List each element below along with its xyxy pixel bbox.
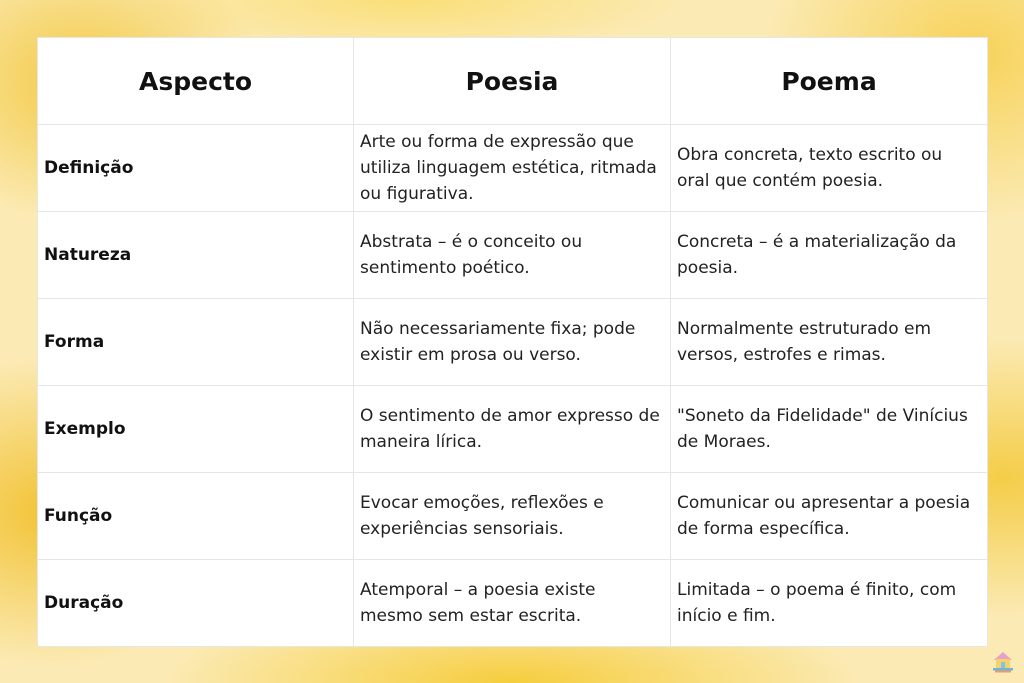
aspect-cell: Duração [38, 560, 354, 647]
aspect-cell: Função [38, 473, 354, 560]
table-row [38, 386, 988, 473]
table-row [38, 560, 988, 647]
poesia-cell: Evocar emoções, reflexões e experiências sensoriais. [354, 473, 671, 560]
aspect-cell: Forma [38, 299, 354, 386]
aspect-cell: Definição [38, 125, 354, 212]
poesia-cell: Arte ou forma de expressão que utiliza linguagem estética, ritmada ou figurativa. [354, 125, 671, 212]
header-poema: Poema [671, 38, 988, 125]
header-poesia: Poesia [354, 38, 671, 125]
poema-cell: Concreta – é a materialização da poesia. [671, 212, 988, 299]
poesia-cell: O sentimento de amor expresso de maneira lírica. [354, 386, 671, 473]
book-house-logo-icon [990, 648, 1016, 674]
poema-cell: Limitada – o poema é finito, com início e fim. [671, 560, 988, 647]
table-row [38, 473, 988, 560]
poema-cell: Normalmente estruturado em versos, estrofes e rimas. [671, 299, 988, 386]
aspect-cell: Natureza [38, 212, 354, 299]
poema-cell: "Soneto da Fidelidade" de Vinícius de Moraes. [671, 386, 988, 473]
table-row [38, 299, 988, 386]
table-row [38, 125, 988, 212]
poesia-cell: Não necessariamente fixa; pode existir em prosa ou verso. [354, 299, 671, 386]
poema-cell: Comunicar ou apresentar a poesia de forma específica. [671, 473, 988, 560]
table-header-row [38, 38, 988, 125]
comparison-table [37, 37, 988, 647]
poesia-cell: Atemporal – a poesia existe mesmo sem estar escrita. [354, 560, 671, 647]
aspect-cell: Exemplo [38, 386, 354, 473]
table-row [38, 212, 988, 299]
poema-cell: Obra concreta, texto escrito ou oral que contém poesia. [671, 125, 988, 212]
comparison-table-card [37, 37, 987, 646]
poesia-cell: Abstrata – é o conceito ou sentimento poético. [354, 212, 671, 299]
header-aspecto: Aspecto [38, 38, 354, 125]
